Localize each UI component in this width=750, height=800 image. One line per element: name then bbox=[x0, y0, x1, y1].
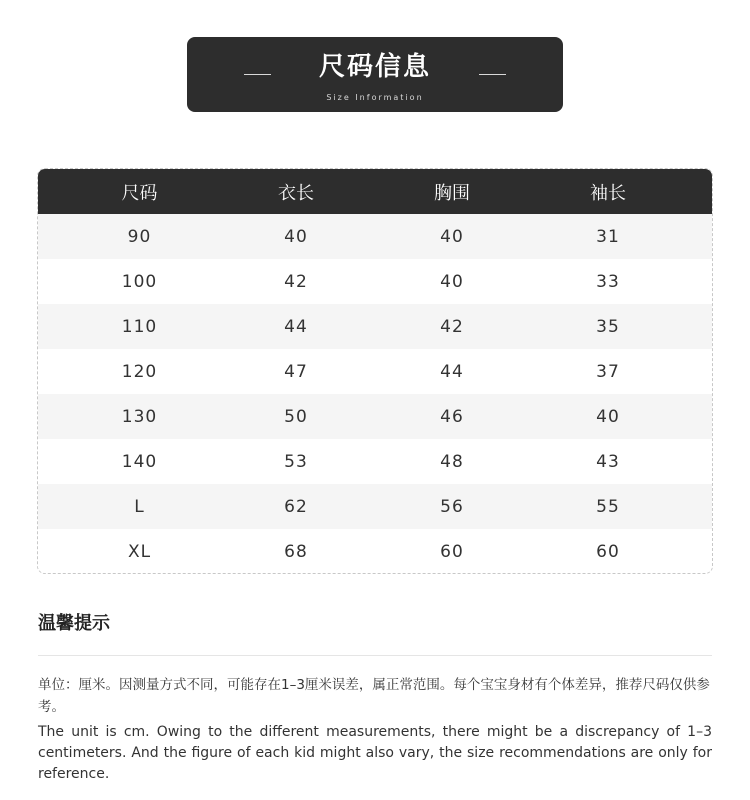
cell-size: 90 bbox=[127, 226, 152, 247]
header-sleeve: 袖长 bbox=[590, 182, 626, 204]
cell-chest: 44 bbox=[440, 361, 464, 382]
tips-title: 温馨提示 bbox=[38, 613, 110, 634]
cell-sleeve: 35 bbox=[596, 316, 620, 337]
cell-chest: 48 bbox=[440, 451, 464, 472]
cell-chest: 40 bbox=[440, 226, 464, 247]
cell-sleeve: 40 bbox=[596, 406, 620, 427]
tips-divider bbox=[38, 655, 712, 656]
cell-size: L bbox=[134, 496, 145, 517]
table-row bbox=[38, 484, 712, 529]
table-row bbox=[38, 439, 712, 484]
table-row bbox=[38, 394, 712, 439]
cell-chest: 56 bbox=[440, 496, 464, 517]
banner-subtitle: Size Information bbox=[326, 93, 424, 102]
cell-length: 53 bbox=[284, 451, 308, 472]
cell-chest: 60 bbox=[440, 541, 464, 562]
cell-size: 110 bbox=[121, 316, 158, 337]
cell-length: 68 bbox=[284, 541, 308, 562]
cell-sleeve: 33 bbox=[596, 271, 620, 292]
cell-length: 47 bbox=[284, 361, 308, 382]
table-row bbox=[38, 214, 712, 259]
cell-sleeve: 37 bbox=[596, 361, 620, 382]
table-row bbox=[38, 304, 712, 349]
header-size: 尺码 bbox=[121, 182, 158, 204]
table-row bbox=[38, 349, 712, 394]
cell-length: 44 bbox=[284, 316, 308, 337]
cell-sleeve: 43 bbox=[596, 451, 620, 472]
cell-sleeve: 31 bbox=[596, 226, 620, 247]
tips-english-text: The unit is cm. Owing to the different measurements, there might be a discrepancy of 1–3 centimeters. And the figure of each kid might also vary, the size recommendations are only for reference. bbox=[38, 724, 712, 782]
table-row bbox=[38, 259, 712, 304]
cell-length: 42 bbox=[284, 271, 308, 292]
cell-sleeve: 55 bbox=[596, 496, 620, 517]
size-table bbox=[37, 168, 713, 574]
cell-size: 140 bbox=[121, 451, 158, 472]
cell-chest: 46 bbox=[440, 406, 464, 427]
tips-chinese-text: 单位：厘米。因测量方式不同，可能存在1–3厘米误差，属正常范围。每个宝宝身材有个体差异，推荐尺码仅供参考。 bbox=[38, 677, 710, 715]
cell-sleeve: 60 bbox=[596, 541, 620, 562]
table-header-row bbox=[38, 169, 712, 214]
cell-size: 100 bbox=[121, 271, 158, 292]
cell-size: 120 bbox=[121, 361, 158, 382]
title-banner bbox=[187, 37, 563, 112]
banner-title: 尺码信息 bbox=[318, 52, 431, 82]
cell-length: 62 bbox=[284, 496, 308, 517]
header-length: 衣长 bbox=[278, 182, 314, 204]
cell-size: 130 bbox=[121, 406, 158, 427]
cell-chest: 40 bbox=[440, 271, 464, 292]
table-body bbox=[38, 214, 712, 574]
cell-chest: 42 bbox=[440, 316, 464, 337]
cell-size: XL bbox=[127, 541, 152, 562]
cell-length: 40 bbox=[284, 226, 308, 247]
table-row bbox=[38, 529, 712, 574]
header-chest: 胸围 bbox=[434, 182, 470, 204]
cell-length: 50 bbox=[284, 406, 308, 427]
